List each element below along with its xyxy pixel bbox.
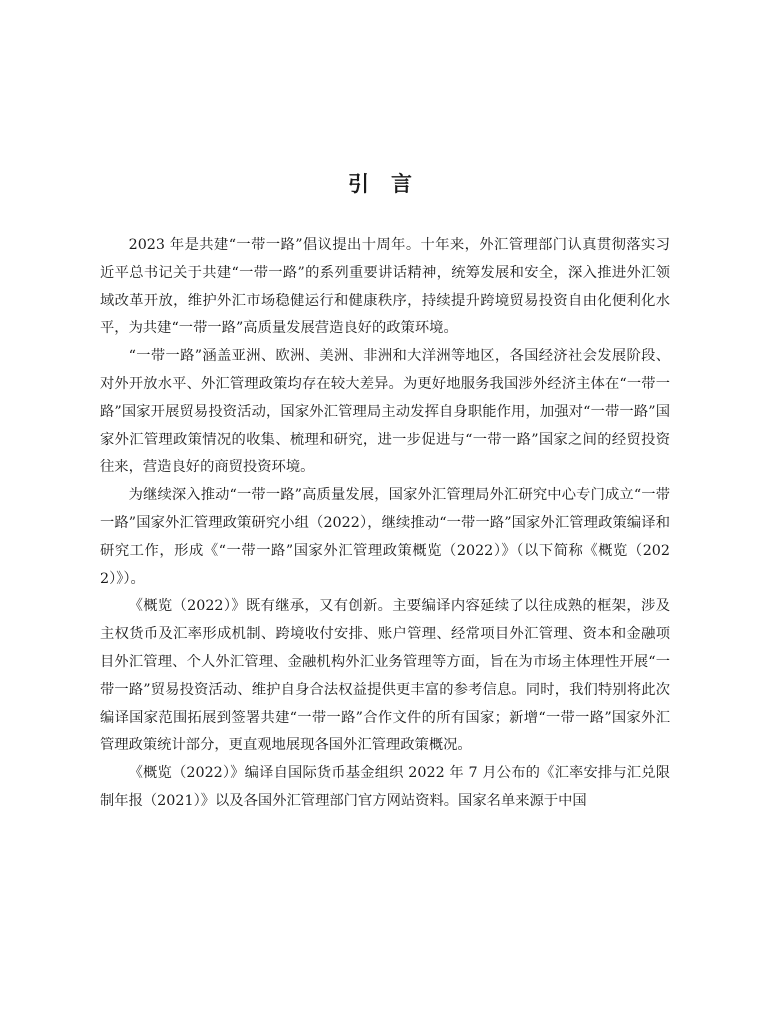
page-title: 引言: [348, 171, 434, 196]
paragraph-2: “一带一路”涵盖亚洲、欧洲、美洲、非洲和大洋洲等地区，各国经济社会发展阶段、对外开放水平、外汇管理政策均存在较大差异。为更好地服务我国涉外经济主体在“一带一路”国家开展贸易投资活动，国家外汇管理局主动发挥自身职能作用，加强对“一带一路”国家外汇管理政策情况的收集、梳理和研究，进一步促进与“一带一路”国家之间的经贸投资往来，营造良好的商贸投资环境。: [100, 348, 670, 476]
paragraph-4: 《概览（2022）》既有继承，又有创新。主要编译内容延续了以往成熟的框架，涉及主权货币及汇率形成机制、跨境收付安排、账户管理、经常项目外汇管理、资本和金融项目外汇管理、个人外汇管理、金融机构外汇业务管理等方面，旨在为市场主体理性开展“一带一路”贸易投资活动、维护自身合法权益提供更丰富的参考信息。同时，我们特别将此次编译国家范围拓展到签署共建“一带一路”合作文件的所有国家；新增“一带一路”国家外汇管理政策统计部分，更直观地展现各国外汇管理政策概况。: [100, 598, 670, 754]
paragraph-1: 2023 年是共建“一带一路”倡议提出十周年。十年来，外汇管理部门认真贯彻落实习近平总书记关于共建“一带一路”的系列重要讲话精神，统筹发展和安全，深入推进外汇领域改革开放，维护外汇市场稳健运行和健康秩序，持续提升跨境贸易投资自由化便利化水平，为共建“一带一路”高质量发展营造良好的政策环境。: [100, 237, 670, 337]
paragraph-3: 为继续深入推动“一带一路”高质量发展，国家外汇管理局外汇研究中心专门成立“一带一路”国家外汇管理政策研究小组（2022），继续推动“一带一路”国家外汇管理政策编译和研究工作，形成《“一带一路”国家外汇管理政策概览（2022）》（以下简称《概览（2022）》）。: [100, 487, 670, 587]
body-text: [100, 232, 670, 816]
paragraph-5: 《概览（2022）》编译自国际货币基金组织 2022 年 7 月公布的《汇率安排与汇兑限制年报（2021）》以及各国外汇管理部门官方网站资料。国家名单来源于中国: [100, 765, 670, 809]
